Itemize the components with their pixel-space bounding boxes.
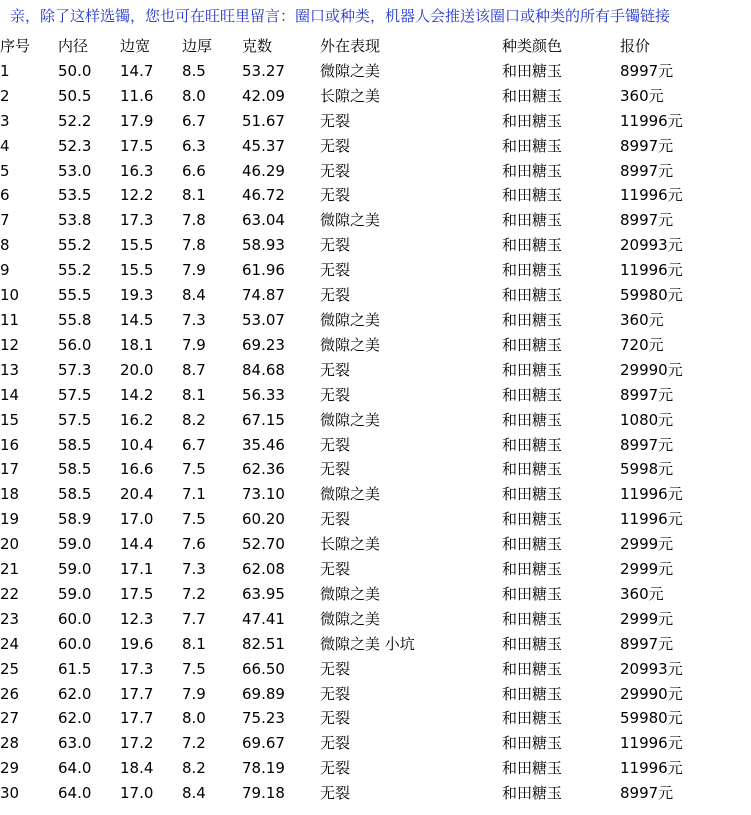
cell-width: 20.0 — [120, 360, 154, 379]
cell-inner-diameter: 62.0 — [58, 684, 92, 703]
cell-type-color: 和田糖玉 — [502, 634, 563, 653]
cell-price: 360元 — [620, 310, 664, 329]
table-row — [0, 358, 740, 383]
cell-weight: 66.50 — [242, 659, 285, 678]
cell-appearance: 无裂 — [320, 784, 351, 803]
cell-width: 17.3 — [120, 211, 154, 230]
cell-appearance: 无裂 — [320, 435, 351, 454]
cell-appearance: 无裂 — [320, 709, 351, 728]
cell-width: 15.5 — [120, 261, 154, 280]
cell-inner-diameter: 57.5 — [58, 410, 92, 429]
cell-weight: 46.29 — [242, 161, 285, 180]
cell-thickness: 8.1 — [182, 634, 206, 653]
cell-width: 14.7 — [120, 61, 154, 80]
cell-appearance: 无裂 — [320, 111, 351, 130]
cell-price: 11996元 — [620, 111, 683, 130]
cell-inner-diameter: 55.2 — [58, 261, 92, 280]
cell-type-color: 和田糖玉 — [502, 510, 563, 529]
cell-weight: 69.89 — [242, 684, 285, 703]
cell-index: 10 — [0, 286, 20, 305]
cell-inner-diameter: 50.5 — [58, 86, 92, 105]
cell-thickness: 7.5 — [182, 510, 206, 529]
table-row — [0, 781, 740, 806]
cell-appearance: 无裂 — [320, 261, 351, 280]
cell-index: 25 — [0, 659, 20, 678]
cell-inner-diameter: 52.3 — [58, 136, 92, 155]
cell-appearance: 无裂 — [320, 136, 351, 155]
cell-inner-diameter: 55.5 — [58, 286, 92, 305]
cell-thickness: 7.3 — [182, 560, 206, 579]
cell-weight: 47.41 — [242, 609, 285, 628]
cell-inner-diameter: 58.5 — [58, 460, 92, 479]
cell-inner-diameter: 62.0 — [58, 709, 92, 728]
cell-inner-diameter: 56.0 — [58, 335, 92, 354]
cell-price: 29990元 — [620, 360, 683, 379]
table-row — [0, 532, 740, 557]
cell-index: 6 — [0, 186, 10, 205]
cell-weight: 46.72 — [242, 186, 285, 205]
cell-index: 11 — [0, 310, 20, 329]
cell-thickness: 6.7 — [182, 435, 206, 454]
cell-index: 2 — [0, 86, 10, 105]
cell-weight: 69.67 — [242, 734, 285, 753]
cell-weight: 75.23 — [242, 709, 285, 728]
cell-thickness: 6.3 — [182, 136, 206, 155]
cell-price: 11996元 — [620, 759, 683, 778]
table-row — [0, 308, 740, 333]
table-row — [0, 731, 740, 756]
table-row — [0, 258, 740, 283]
cell-weight: 35.46 — [242, 435, 285, 454]
header-index: 序号 — [0, 37, 31, 55]
cell-width: 17.5 — [120, 584, 154, 603]
cell-type-color: 和田糖玉 — [502, 659, 563, 678]
cell-inner-diameter: 58.5 — [58, 435, 92, 454]
cell-type-color: 和田糖玉 — [502, 734, 563, 753]
cell-thickness: 8.1 — [182, 186, 206, 205]
cell-type-color: 和田糖玉 — [502, 136, 563, 155]
cell-width: 14.5 — [120, 310, 154, 329]
cell-price: 8997元 — [620, 211, 674, 230]
table-row — [0, 657, 740, 682]
cell-index: 19 — [0, 510, 20, 529]
cell-appearance: 无裂 — [320, 560, 351, 579]
cell-type-color: 和田糖玉 — [502, 161, 563, 180]
cell-type-color: 和田糖玉 — [502, 360, 563, 379]
cell-price: 2999元 — [620, 560, 674, 579]
cell-appearance: 无裂 — [320, 236, 351, 255]
cell-appearance: 无裂 — [320, 161, 351, 180]
cell-thickness: 7.2 — [182, 584, 206, 603]
table-row — [0, 433, 740, 458]
cell-appearance: 无裂 — [320, 659, 351, 678]
table-row — [0, 183, 740, 208]
cell-type-color: 和田糖玉 — [502, 560, 563, 579]
cell-width: 16.6 — [120, 460, 154, 479]
bracelet-table — [0, 34, 740, 806]
cell-index: 9 — [0, 261, 10, 280]
table-row — [0, 233, 740, 258]
cell-index: 22 — [0, 584, 20, 603]
cell-inner-diameter: 64.0 — [58, 759, 92, 778]
cell-weight: 53.27 — [242, 61, 285, 80]
cell-thickness: 7.9 — [182, 335, 206, 354]
cell-weight: 45.37 — [242, 136, 285, 155]
table-header-row — [0, 34, 740, 59]
cell-thickness: 8.2 — [182, 410, 206, 429]
cell-index: 1 — [0, 61, 10, 80]
cell-inner-diameter: 53.0 — [58, 161, 92, 180]
cell-thickness: 6.6 — [182, 161, 206, 180]
cell-appearance: 无裂 — [320, 460, 351, 479]
cell-appearance: 无裂 — [320, 385, 351, 404]
cell-inner-diameter: 60.0 — [58, 634, 92, 653]
cell-index: 8 — [0, 236, 10, 255]
table-row — [0, 706, 740, 731]
table-row — [0, 482, 740, 507]
cell-price: 8997元 — [620, 385, 674, 404]
cell-appearance: 微隙之美 — [320, 310, 381, 329]
table-row — [0, 507, 740, 532]
cell-price: 11996元 — [620, 734, 683, 753]
cell-type-color: 和田糖玉 — [502, 709, 563, 728]
cell-inner-diameter: 59.0 — [58, 584, 92, 603]
cell-inner-diameter: 58.5 — [58, 485, 92, 504]
cell-type-color: 和田糖玉 — [502, 784, 563, 803]
cell-weight: 52.70 — [242, 535, 285, 554]
cell-price: 11996元 — [620, 485, 683, 504]
cell-price: 8997元 — [620, 136, 674, 155]
cell-index: 21 — [0, 560, 20, 579]
table-row — [0, 682, 740, 707]
cell-thickness: 7.6 — [182, 535, 206, 554]
cell-type-color: 和田糖玉 — [502, 236, 563, 255]
cell-weight: 51.67 — [242, 111, 285, 130]
cell-width: 17.9 — [120, 111, 154, 130]
cell-weight: 60.20 — [242, 510, 285, 529]
cell-index: 30 — [0, 784, 20, 803]
cell-thickness: 7.1 — [182, 485, 206, 504]
cell-inner-diameter: 55.2 — [58, 236, 92, 255]
cell-inner-diameter: 52.2 — [58, 111, 92, 130]
table-row — [0, 557, 740, 582]
cell-appearance: 长隙之美 — [320, 535, 381, 554]
cell-price: 1080元 — [620, 410, 674, 429]
cell-type-color: 和田糖玉 — [502, 410, 563, 429]
cell-width: 17.1 — [120, 560, 154, 579]
cell-index: 3 — [0, 111, 10, 130]
cell-weight: 58.93 — [242, 236, 285, 255]
cell-thickness: 8.2 — [182, 759, 206, 778]
cell-type-color: 和田糖玉 — [502, 61, 563, 80]
cell-appearance: 无裂 — [320, 684, 351, 703]
header-inner-diameter: 内径 — [58, 37, 89, 55]
header-type-color: 种类颜色 — [502, 37, 563, 55]
header-thickness: 边厚 — [182, 37, 213, 55]
cell-appearance: 无裂 — [320, 734, 351, 753]
cell-weight: 84.68 — [242, 360, 285, 379]
cell-price: 11996元 — [620, 261, 683, 280]
cell-weight: 69.23 — [242, 335, 285, 354]
table-row — [0, 134, 740, 159]
cell-price: 11996元 — [620, 510, 683, 529]
cell-index: 12 — [0, 335, 20, 354]
cell-price: 59980元 — [620, 286, 683, 305]
cell-weight: 78.19 — [242, 759, 285, 778]
cell-thickness: 6.7 — [182, 111, 206, 130]
cell-width: 12.3 — [120, 609, 154, 628]
cell-weight: 79.18 — [242, 784, 285, 803]
cell-width: 17.7 — [120, 709, 154, 728]
table-row — [0, 582, 740, 607]
cell-width: 17.0 — [120, 784, 154, 803]
table-row — [0, 457, 740, 482]
cell-appearance: 微隙之美 — [320, 211, 381, 230]
cell-appearance: 微隙之美 — [320, 410, 381, 429]
cell-index: 18 — [0, 485, 20, 504]
cell-width: 16.2 — [120, 410, 154, 429]
cell-inner-diameter: 57.3 — [58, 360, 92, 379]
cell-width: 18.1 — [120, 335, 154, 354]
cell-appearance: 无裂 — [320, 510, 351, 529]
cell-width: 14.2 — [120, 385, 154, 404]
cell-price: 8997元 — [620, 784, 674, 803]
cell-thickness: 7.9 — [182, 684, 206, 703]
cell-type-color: 和田糖玉 — [502, 286, 563, 305]
table-row — [0, 159, 740, 184]
cell-appearance: 无裂 — [320, 286, 351, 305]
cell-type-color: 和田糖玉 — [502, 535, 563, 554]
cell-type-color: 和田糖玉 — [502, 211, 563, 230]
cell-price: 8997元 — [620, 61, 674, 80]
cell-inner-diameter: 61.5 — [58, 659, 92, 678]
cell-thickness: 8.7 — [182, 360, 206, 379]
cell-index: 17 — [0, 460, 20, 479]
cell-index: 24 — [0, 634, 20, 653]
cell-price: 360元 — [620, 86, 664, 105]
cell-type-color: 和田糖玉 — [502, 684, 563, 703]
cell-thickness: 8.4 — [182, 784, 206, 803]
cell-price: 20993元 — [620, 659, 683, 678]
cell-index: 15 — [0, 410, 20, 429]
cell-weight: 67.15 — [242, 410, 285, 429]
table-row — [0, 59, 740, 84]
cell-weight: 63.95 — [242, 584, 285, 603]
cell-type-color: 和田糖玉 — [502, 86, 563, 105]
cell-type-color: 和田糖玉 — [502, 310, 563, 329]
cell-inner-diameter: 53.8 — [58, 211, 92, 230]
cell-thickness: 7.3 — [182, 310, 206, 329]
cell-appearance: 微隙之美 — [320, 485, 381, 504]
cell-price: 360元 — [620, 584, 664, 603]
cell-price: 720元 — [620, 335, 664, 354]
cell-price: 2999元 — [620, 535, 674, 554]
cell-width: 17.0 — [120, 510, 154, 529]
cell-width: 20.4 — [120, 485, 154, 504]
cell-inner-diameter: 50.0 — [58, 61, 92, 80]
table-row — [0, 756, 740, 781]
cell-index: 23 — [0, 609, 20, 628]
cell-inner-diameter: 59.0 — [58, 560, 92, 579]
cell-thickness: 7.7 — [182, 609, 206, 628]
table-row — [0, 632, 740, 657]
table-row — [0, 383, 740, 408]
cell-weight: 62.08 — [242, 560, 285, 579]
cell-appearance: 无裂 — [320, 360, 351, 379]
cell-thickness: 7.9 — [182, 261, 206, 280]
cell-weight: 61.96 — [242, 261, 285, 280]
cell-index: 26 — [0, 684, 20, 703]
header-price: 报价 — [620, 37, 651, 55]
cell-index: 7 — [0, 211, 10, 230]
cell-width: 14.4 — [120, 535, 154, 554]
table-row — [0, 84, 740, 109]
cell-index: 29 — [0, 759, 20, 778]
cell-appearance: 微隙之美 — [320, 61, 381, 80]
cell-type-color: 和田糖玉 — [502, 460, 563, 479]
cell-inner-diameter: 59.0 — [58, 535, 92, 554]
cell-type-color: 和田糖玉 — [502, 111, 563, 130]
cell-width: 17.3 — [120, 659, 154, 678]
cell-index: 16 — [0, 435, 20, 454]
cell-price: 59980元 — [620, 709, 683, 728]
cell-appearance: 微隙之美 — [320, 609, 381, 628]
cell-type-color: 和田糖玉 — [502, 584, 563, 603]
table-row — [0, 607, 740, 632]
header-width: 边宽 — [120, 37, 151, 55]
cell-thickness: 7.5 — [182, 659, 206, 678]
cell-price: 29990元 — [620, 684, 683, 703]
cell-price: 2999元 — [620, 609, 674, 628]
cell-appearance: 无裂 — [320, 186, 351, 205]
cell-width: 15.5 — [120, 236, 154, 255]
cell-thickness: 7.2 — [182, 734, 206, 753]
cell-price: 5998元 — [620, 460, 674, 479]
header-appearance: 外在表现 — [320, 37, 381, 55]
cell-type-color: 和田糖玉 — [502, 435, 563, 454]
cell-type-color: 和田糖玉 — [502, 385, 563, 404]
cell-width: 19.6 — [120, 634, 154, 653]
cell-width: 17.2 — [120, 734, 154, 753]
table-row — [0, 283, 740, 308]
cell-thickness: 8.1 — [182, 385, 206, 404]
cell-weight: 63.04 — [242, 211, 285, 230]
cell-weight: 42.09 — [242, 86, 285, 105]
cell-thickness: 8.0 — [182, 709, 206, 728]
cell-appearance: 微隙之美 — [320, 584, 381, 603]
cell-index: 20 — [0, 535, 20, 554]
cell-weight: 62.36 — [242, 460, 285, 479]
cell-type-color: 和田糖玉 — [502, 261, 563, 280]
cell-thickness: 8.0 — [182, 86, 206, 105]
cell-width: 18.4 — [120, 759, 154, 778]
table-row — [0, 208, 740, 233]
table-row — [0, 333, 740, 358]
cell-inner-diameter: 57.5 — [58, 385, 92, 404]
cell-weight: 53.07 — [242, 310, 285, 329]
cell-thickness: 7.8 — [182, 236, 206, 255]
cell-thickness: 7.5 — [182, 460, 206, 479]
cell-type-color: 和田糖玉 — [502, 485, 563, 504]
cell-appearance: 长隙之美 — [320, 86, 381, 105]
cell-weight: 74.87 — [242, 286, 285, 305]
cell-width: 17.5 — [120, 136, 154, 155]
cell-width: 19.3 — [120, 286, 154, 305]
cell-inner-diameter: 60.0 — [58, 609, 92, 628]
cell-type-color: 和田糖玉 — [502, 186, 563, 205]
notice-text: 亲，除了这样选镯，您也可在旺旺里留言：圈口或种类，机器人会推送该圈口或种类的所有手镯链接 — [10, 7, 671, 25]
cell-inner-diameter: 55.8 — [58, 310, 92, 329]
cell-inner-diameter: 63.0 — [58, 734, 92, 753]
cell-appearance: 微隙之美 小坑 — [320, 634, 415, 653]
cell-appearance: 无裂 — [320, 759, 351, 778]
cell-index: 27 — [0, 709, 20, 728]
cell-inner-diameter: 64.0 — [58, 784, 92, 803]
cell-width: 11.6 — [120, 86, 154, 105]
header-weight: 克数 — [242, 37, 273, 55]
cell-type-color: 和田糖玉 — [502, 759, 563, 778]
table-row — [0, 408, 740, 433]
cell-thickness: 8.4 — [182, 286, 206, 305]
cell-type-color: 和田糖玉 — [502, 609, 563, 628]
cell-width: 10.4 — [120, 435, 154, 454]
cell-price: 8997元 — [620, 161, 674, 180]
cell-appearance: 微隙之美 — [320, 335, 381, 354]
cell-weight: 82.51 — [242, 634, 285, 653]
cell-price: 20993元 — [620, 236, 683, 255]
cell-price: 8997元 — [620, 435, 674, 454]
cell-price: 8997元 — [620, 634, 674, 653]
cell-inner-diameter: 53.5 — [58, 186, 92, 205]
cell-width: 16.3 — [120, 161, 154, 180]
cell-index: 5 — [0, 161, 10, 180]
cell-width: 12.2 — [120, 186, 154, 205]
cell-type-color: 和田糖玉 — [502, 335, 563, 354]
cell-index: 13 — [0, 360, 20, 379]
cell-index: 14 — [0, 385, 20, 404]
cell-index: 4 — [0, 136, 10, 155]
cell-price: 11996元 — [620, 186, 683, 205]
cell-thickness: 8.5 — [182, 61, 206, 80]
cell-width: 17.7 — [120, 684, 154, 703]
cell-inner-diameter: 58.9 — [58, 510, 92, 529]
cell-thickness: 7.8 — [182, 211, 206, 230]
table-row — [0, 109, 740, 134]
cell-weight: 56.33 — [242, 385, 285, 404]
cell-index: 28 — [0, 734, 20, 753]
cell-weight: 73.10 — [242, 485, 285, 504]
